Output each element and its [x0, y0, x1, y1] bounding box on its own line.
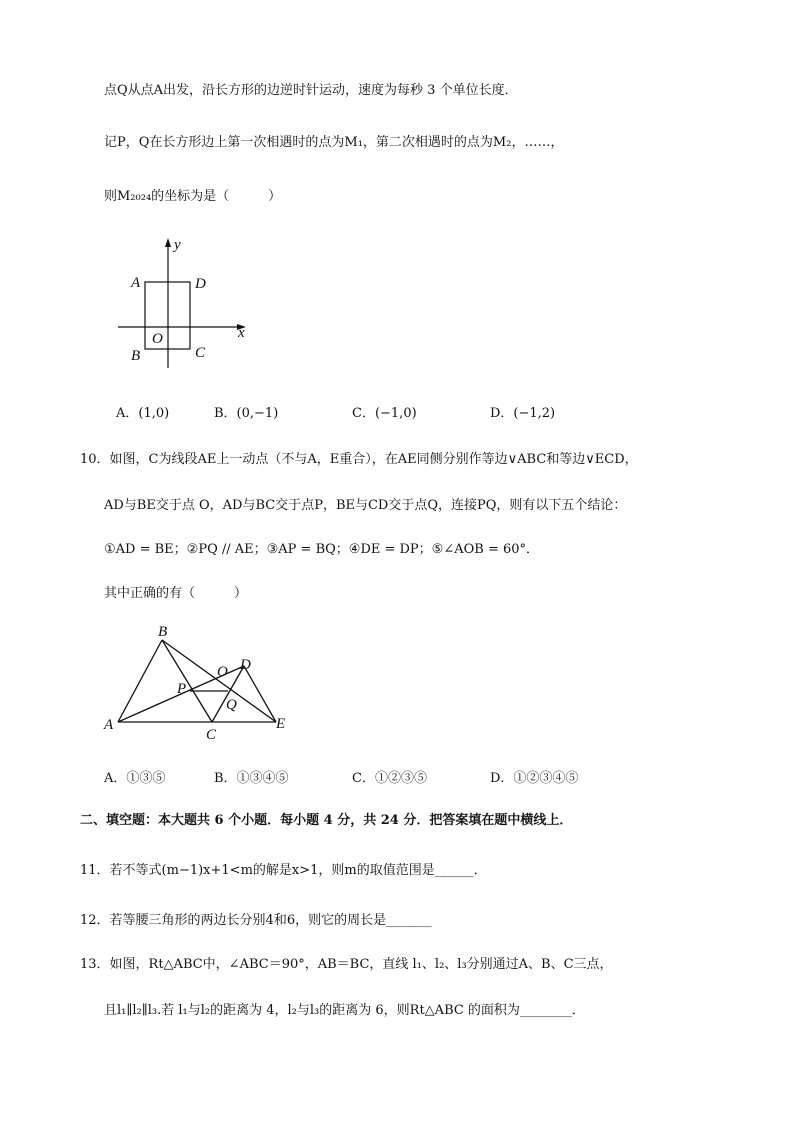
label-o: O [217, 664, 228, 680]
q10-option-c[interactable]: C．①②③⑤ [352, 771, 427, 786]
label-p: P [177, 681, 187, 697]
q9-text-line-1: 点Q从点A出发，沿长方形的边逆时针运动，速度为每秒 3 个单位长度． [104, 83, 518, 98]
q10-text-line-2: AD与BE交于点 O，AD与BC交于点P，BE与CD交于点Q，连接PQ，则有以下五个结论： [104, 498, 627, 513]
q10-triangle-figure [100, 622, 300, 747]
label-e: E [276, 716, 286, 732]
q9-rectangle-figure [110, 236, 260, 376]
q9-text-line-3: 则M₂₀₂₄的坐标为是（ ） [104, 189, 282, 204]
q10-option-d[interactable]: D．①②③④⑤ [490, 771, 579, 786]
label-q: Q [226, 697, 237, 713]
q12-text: 12．若等腰三角形的两边长分别4和6，则它的周长是_______ [80, 913, 432, 928]
label-c: C [206, 727, 217, 743]
q9-option-a[interactable]: A．(1,0) [116, 406, 170, 421]
q9-option-d[interactable]: D．(−1,2) [490, 406, 556, 421]
q10-text-line-1: 10．如图，C为线段AE上一动点（不与A，E重合），在AE同侧分别作等边∨ABC和等边∨ECD， [80, 452, 638, 467]
label-o: O [152, 331, 163, 347]
q9-option-c[interactable]: C．(−1,0) [352, 406, 417, 421]
q10-text-line-4: 其中正确的有（ ） [104, 586, 248, 601]
q13-text-line-2: 且l₁∥l₂∥l₃.若 l₁与l₂的距离为 4，l₂与l₃的距离为 6，则Rt△ABC 的面积为________． [104, 1003, 585, 1018]
section-2-heading: 二、填空题：本大题共 6 个小题．每小题 4 分，共 24 分．把答案填在题中横线上． [80, 813, 573, 828]
label-b: B [158, 624, 168, 640]
x-axis-label: x [238, 325, 245, 341]
q10-option-a[interactable]: A．①③⑤ [104, 771, 166, 786]
q11-text: 11．若不等式(m−1)x+1<m的解是x>1，则m的取值范围是______． [80, 863, 487, 878]
q9-option-b[interactable]: B．(0,−1) [214, 406, 279, 421]
label-a: A [104, 717, 114, 733]
label-d: D [240, 657, 251, 673]
q13-text-line-1: 13．如图，Rt△ABC中，∠ABC＝90°，AB＝BC，直线 l₁、l₂、l₃分别通过A、B、C三点， [80, 957, 613, 972]
q10-option-b[interactable]: B．①③④⑤ [214, 771, 289, 786]
q9-text-line-2: 记P，Q在长方形边上第一次相遇时的点为M₁，第二次相遇时的点为M₂，……， [104, 135, 564, 150]
label-a: A [131, 275, 141, 291]
y-axis-label: y [174, 237, 181, 253]
q10-text-line-3: ①AD = BE；②PQ // AE；③AP = BQ；④DE = DP；⑤∠AOB = 60°． [104, 542, 540, 557]
label-b: B [131, 348, 141, 364]
label-c: C [195, 345, 206, 361]
label-d: D [195, 276, 206, 292]
